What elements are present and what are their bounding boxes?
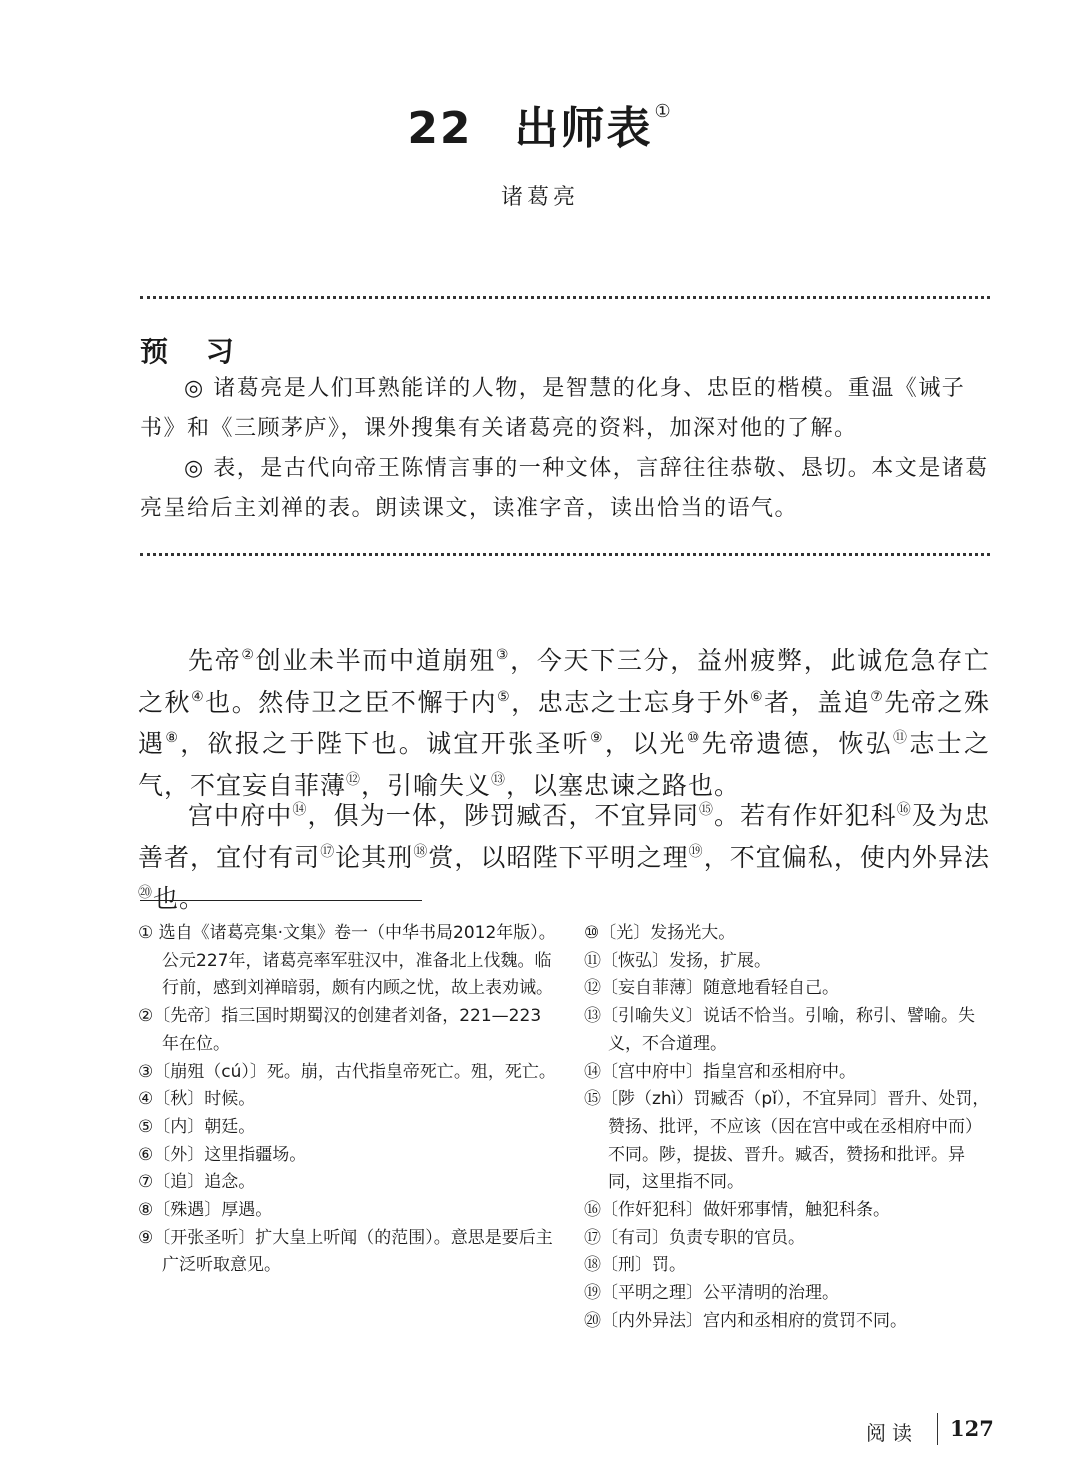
body-text: 赏，以昭陛下平明之理 bbox=[428, 842, 689, 872]
body-text: ，今天下三分，益州疲弊，此诚危急存亡之秋 bbox=[138, 646, 990, 717]
author: 诸葛亮 bbox=[500, 185, 579, 210]
footer-separator bbox=[937, 1413, 938, 1445]
footnote: ⑲〔平明之理〕公平清明的治理。 bbox=[584, 1283, 839, 1304]
footnote: ⑳〔内外异法〕宫内和丞相府的赏罚不同。 bbox=[584, 1310, 907, 1331]
footnote: ⑭〔宫中府中〕指皇宫和丞相府中。 bbox=[584, 1061, 856, 1082]
body-text: 论其刑 bbox=[335, 842, 414, 872]
footnote: ⑦〔追〕追念。 bbox=[138, 1172, 256, 1193]
note-marker: ⑥ bbox=[750, 688, 765, 705]
footnote-rule bbox=[140, 900, 422, 901]
footnote: ⑧〔殊遇〕厚遇。 bbox=[138, 1200, 273, 1221]
body-text: ，以塞忠谏之路也。 bbox=[506, 770, 741, 800]
note-marker: ⑬ bbox=[491, 771, 507, 788]
body-text: ，俱为一体，陟罚臧否，不宜异同 bbox=[307, 801, 699, 830]
note-marker: ⑲ bbox=[688, 843, 704, 860]
preview-paragraph-2: ◎ 表，是古代向帝王陈情言事的一种文体，言辞往往恭敬、恳切。本文是诸葛亮呈给后主刘禅的表。朗读课文，读准字音，读出恰当的语气。 bbox=[140, 456, 989, 521]
body-text: 也。然侍卫之臣不懈于内 bbox=[205, 687, 498, 717]
note-marker: ⑱ bbox=[413, 843, 429, 860]
body-text: ，引喻失义 bbox=[361, 770, 492, 800]
preview-heading: 预 习 bbox=[140, 335, 248, 368]
body-text: ，不宜偏私，使内外异法 bbox=[703, 842, 990, 872]
footnote: ⑤〔内〕朝廷。 bbox=[138, 1116, 256, 1137]
title-note-marker: ① bbox=[654, 101, 673, 122]
preview-paragraph-1: ◎ 诸葛亮是人们耳熟能详的人物，是智慧的化身、忠臣的楷模。重温《诫子书》和《三顾茅庐》，课外搜集有关诸葛亮的资料，加深对他的了解。 bbox=[140, 376, 966, 441]
note-marker: ⑰ bbox=[320, 843, 336, 860]
notes-left-column bbox=[138, 920, 558, 1280]
footer-section: 阅读 bbox=[866, 1421, 918, 1445]
note-marker: ④ bbox=[191, 688, 206, 705]
body-text: 先帝 bbox=[188, 646, 242, 675]
lesson-title bbox=[0, 92, 1080, 156]
body-text: 。若有作奸犯科 bbox=[714, 801, 897, 830]
note-marker: ⑤ bbox=[497, 688, 512, 705]
footnote: ⑯〔作奸犯科〕做奸邪事情，触犯科条。 bbox=[584, 1200, 890, 1221]
page-number: 127 bbox=[950, 1416, 994, 1441]
note-marker: ⑯ bbox=[896, 802, 912, 818]
body-text: 先帝遗德，恢弘 bbox=[701, 729, 893, 758]
body-text: 也。 bbox=[153, 884, 206, 913]
note-marker: ⑨ bbox=[590, 730, 605, 746]
body-text: ，以光 bbox=[604, 729, 687, 758]
note-marker: ② bbox=[241, 647, 256, 663]
footnote: ① 选自《诸葛亮集·文集》卷一（中华书局2012年版）。公元227年，诸葛亮率军驻汉中，准备北上伐魏。临行前，感到刘禅暗弱，颇有内顾之忧，故上表劝诫。 bbox=[138, 923, 556, 999]
note-marker: ⑩ bbox=[686, 730, 702, 746]
footnote: ⑥〔外〕这里指疆场。 bbox=[138, 1144, 307, 1165]
footnote: ④〔秋〕时候。 bbox=[138, 1089, 256, 1110]
footnote: ②〔先帝〕指三国时期蜀汉的创建者刘备，221—223年在位。 bbox=[138, 1006, 542, 1054]
body-text: 先帝之殊遇 bbox=[138, 687, 990, 758]
body-text: 及为忠善者，宜付有司 bbox=[138, 801, 991, 872]
body-text: 志士之气，不宜妄自菲薄 bbox=[138, 729, 990, 800]
note-marker: ⑦ bbox=[870, 688, 885, 705]
note-marker: ⑪ bbox=[892, 730, 910, 746]
body-text: 创业未半而中道崩殂 bbox=[255, 646, 496, 675]
footnote: ⑬〔引喻失义〕说话不恰当。引喻，称引、譬喻。失义，不合道理。 bbox=[584, 1006, 975, 1054]
body-text: 宫中府中 bbox=[188, 801, 293, 830]
body-text: ，欲报之于陛下也。诚宜开张圣听 bbox=[180, 729, 591, 758]
footnote: ⑩〔光〕发扬光大。 bbox=[584, 923, 736, 943]
footnote: ⑱〔刑〕罚。 bbox=[584, 1255, 686, 1276]
footnote: ⑪〔恢弘〕发扬，扩展。 bbox=[584, 950, 771, 971]
footnote: ⑮〔陟（zhì）罚臧否（pǐ），不宜异同〕晋升、处罚，赞扬、批评，不应该（因在宫中或在丞相府中而）不同。陟，提拔、晋升。臧否，赞扬和批评。异同，这里指不同。 bbox=[584, 1089, 990, 1193]
notes-right-column bbox=[584, 920, 994, 1336]
note-marker: ⑧ bbox=[165, 730, 181, 746]
note-marker: ⑫ bbox=[346, 771, 362, 788]
note-marker: ③ bbox=[495, 647, 511, 663]
footnote: ⑰〔有司〕负责专职的官员。 bbox=[584, 1227, 805, 1248]
footnote: ③〔崩殂（cú）〕死。崩，古代指皇帝死亡。殂，死亡。 bbox=[138, 1061, 556, 1082]
top-divider bbox=[140, 296, 990, 299]
footnote: ⑫〔妄自菲薄〕随意地看轻自己。 bbox=[584, 978, 839, 999]
body-text: ，忠志之士忘身于外 bbox=[511, 687, 750, 717]
note-marker: ⑳ bbox=[138, 885, 153, 901]
title-text: 出师表 bbox=[514, 103, 653, 154]
lesson-number: 22 bbox=[407, 103, 473, 154]
note-marker: ⑭ bbox=[292, 802, 308, 818]
bottom-divider bbox=[140, 553, 990, 556]
body-text: 者，盖追 bbox=[764, 687, 871, 717]
note-marker: ⑮ bbox=[698, 802, 715, 818]
body-paragraph-1 bbox=[138, 640, 990, 806]
footnote: ⑨〔开张圣听〕扩大皇上听闻（的范围）。意思是要后主广泛听取意见。 bbox=[138, 1227, 553, 1276]
